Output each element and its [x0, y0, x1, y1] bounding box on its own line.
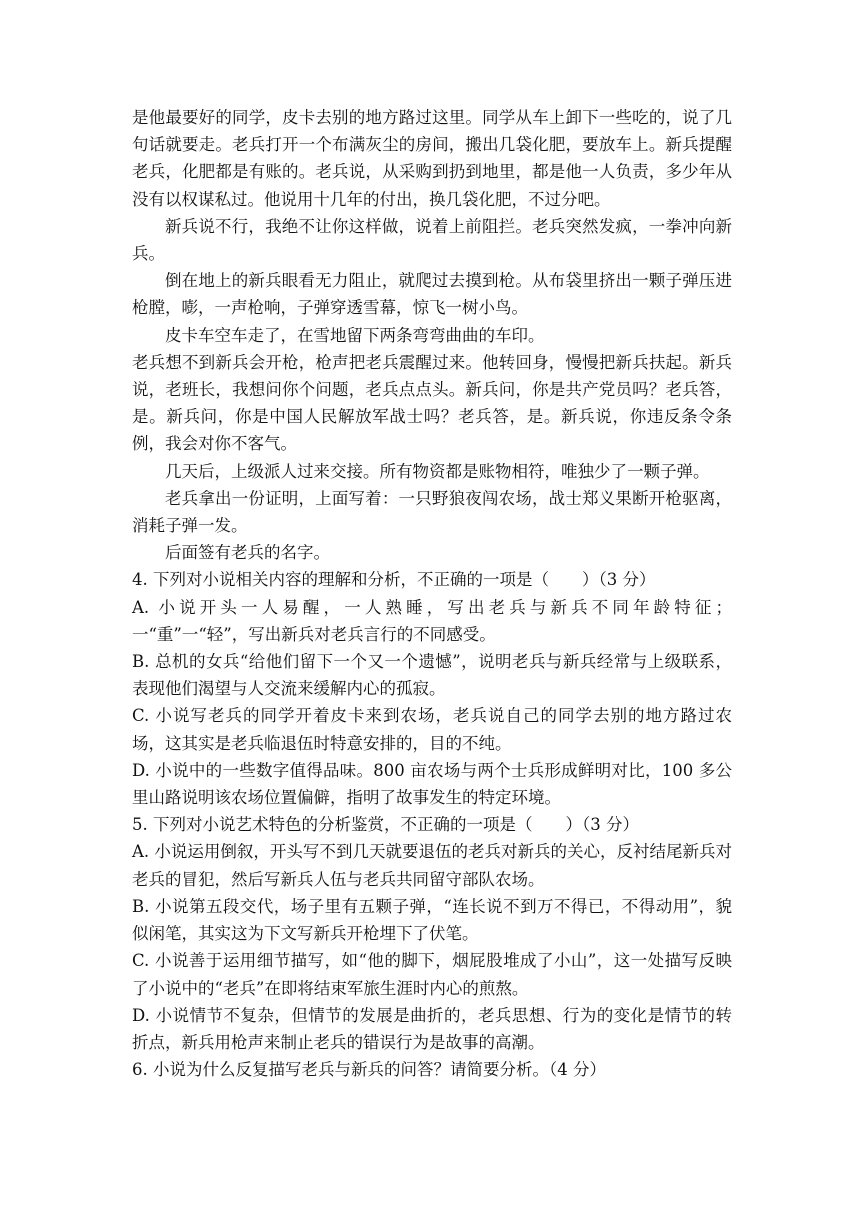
question-5-option-c: C. 小说善于运用细节描写，如“他的脚下，烟屁股堆成了小山”，这一处描写反映了小说中的“老兵”在即将结束军旅生涯时内心的煎熬。 — [132, 951, 732, 998]
question-4-stem: 4. 下列对小说相关内容的理解和分析，不正确的一项是（ ）（3 分） — [132, 570, 656, 590]
question-4-option-c: C. 小说写老兵的同学开着皮卡来到农场，老兵说自己的同学去别的地方路过农场，这其实是老兵临退伍时特意安排的，目的不纯。 — [132, 706, 732, 753]
story-paragraph: 皮卡车空车走了，在雪地留下两条弯弯曲曲的车印。 — [165, 325, 545, 345]
question-4-option-d: D. 小说中的一些数字值得品味。800 亩农场与两个士兵形成鲜明对比，100 多公里山路说明该农场位置偏僻，指明了故事发生的特定环境。 — [132, 760, 732, 808]
question-4-option-a: A. 小说开头一人易醒，一人熟睡，写出老兵与新兵不同年龄特征；一“重”一“轻”，写出新兵对老兵言行的不同感受。 — [132, 597, 732, 644]
story-paragraph: 几天后，上级派人过来交接。所有物资都是账物相符，唯独少了一颗子弹。 — [165, 461, 710, 481]
document-page — [132, 104, 732, 1083]
story-paragraph: 是他最要好的同学，皮卡去别的地方路过这里。同学从车上卸下一些吃的，说了几句话就要走。老兵打开一个布满灰尘的房间，搬出几袋化肥，要放车上。新兵提醒老兵，化肥都是有账的。老兵说，从采购到扔到地里，都是他一人负责，多少年从没有以权谋私过。他说用十几年的付出，换几袋化肥，不过分吧。 — [132, 108, 732, 209]
question-5-option-d: D. 小说情节不复杂，但情节的发展是曲折的，老兵思想、行为的变化是情节的转折点，新兵用枪声来制止老兵的错误行为是故事的高潮。 — [132, 1005, 732, 1052]
question-6-stem: 6. 小说为什么反复描写老兵与新兵的问答？请简要分析。（4 分） — [132, 1060, 606, 1080]
story-paragraph: 后面签有老兵的名字。 — [165, 543, 330, 563]
question-5-option-a: A. 小说运用倒叙，开头写不到几天就要退伍的老兵对新兵的关心，反衬结尾新兵对老兵的冒犯，然后写新兵人伍与老兵共同留守部队农场。 — [132, 842, 732, 889]
question-4-option-b: B. 总机的女兵“给他们留下一个又一个遗憾”，说明老兵与新兵经常与上级联系，表现他们渴望与人交流来缓解内心的孤寂。 — [132, 652, 732, 699]
question-5-option-b: B. 小说第五段交代，场子里有五颗子弹，“连长说不到万不得已，不得动用”，貌似闲笔，其实这为下文写新兵开枪埋下了伏笔。 — [132, 896, 732, 944]
story-paragraph: 倒在地上的新兵眼看无力阻止，就爬过去摸到枪。从布袋里挤出一颗子弹压进枪膛，嘭，一声枪响，子弹穿透雪幕，惊飞一树小鸟。 — [132, 271, 732, 318]
question-5-stem: 5. 下列对小说艺术特色的分析鉴赏，不正确的一项是（ ）（3 分） — [132, 815, 639, 835]
story-paragraph: 老兵想不到新兵会开枪，枪声把老兵震醒过来。他转回身，慢慢把新兵扶起。新兵说，老班长，我想问你个问题，老兵点点头。新兵问，你是共产党员吗？老兵答，是。新兵问，你是中国人民解放军战士吗？老兵答，是。新兵说，你违反条令条例，我会对你不客气。 — [132, 352, 732, 454]
story-paragraph: 老兵拿出一份证明，上面写着：一只野狼夜闯农场，战士郑义果断开枪驱离，消耗子弹一发。 — [132, 488, 732, 536]
story-paragraph: 新兵说不行，我绝不让你这样做，说着上前阻拦。老兵突然发疯，一拳冲向新兵。 — [132, 216, 732, 264]
